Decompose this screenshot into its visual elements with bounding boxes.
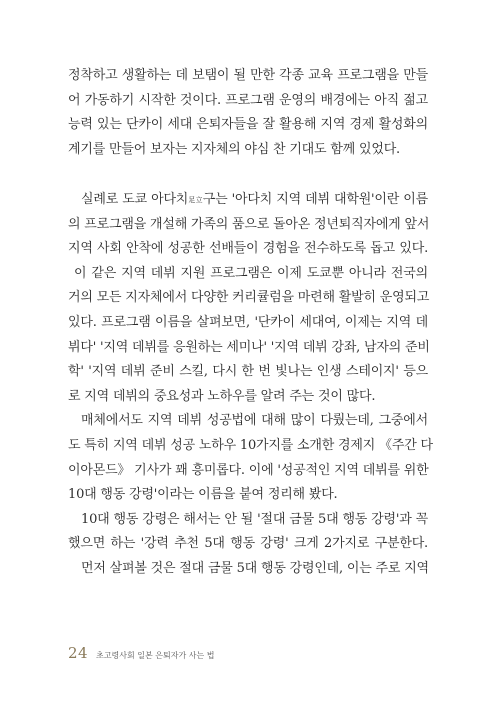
- text-line: 계기를 만들어 보자는 지자체의 야심 찬 기대도 함께 있었다.: [68, 141, 400, 157]
- text-line: 이아몬드》 기사가 꽤 흥미롭다. 이에 '성공적인 지역 데뷔를 위한: [68, 462, 429, 478]
- text-line: 어 가동하기 시작한 것이다. 프로그램 운영의 배경에는 아직 젊고: [68, 92, 428, 108]
- text-line: 10대 행동 강령은 해서는 안 될 '절대 금물 5대 행동 강령'과 꼭: [81, 511, 428, 527]
- text-line-with-ruby: [68, 188, 428, 213]
- text-line: 뷔다' '지역 데뷔를 응원하는 세미나' '지역 데뷔 강좌, 남자의 준비: [68, 339, 430, 355]
- text-line: 먼저 살펴볼 것은 절대 금물 5대 행동 강령인데, 이는 주로 지역: [81, 560, 429, 576]
- text-line: 10대 행동 강령'이라는 이름을 붙여 정리해 봤다.: [68, 487, 338, 503]
- paragraph-group-2: [68, 188, 433, 582]
- text-line: 이 같은 지역 데뷔 지원 프로그램은 이제 도쿄뿐 아니라 전국의: [74, 265, 428, 281]
- paragraph-1: [68, 64, 428, 162]
- text-line: 지역 사회 안착에 성공한 선배들이 경험을 전수하도록 돕고 있다.: [68, 241, 428, 257]
- text-line: 거의 모든 지자체에서 다양한 커리큘럼을 마련해 활발히 운영되고: [68, 290, 430, 306]
- text-segment: 실례로 도쿄 아다치: [81, 192, 189, 207]
- page-number: 24: [68, 644, 89, 662]
- text-line: 로 지역 데뷔의 중요성과 노하우를 알려 주는 것이 많다.: [68, 388, 376, 404]
- text-line: 정착하고 생활하는 데 보탬이 될 만한 각종 교육 프로그램을 만들: [68, 68, 428, 83]
- text-line: 능력 있는 단카이 세대 은퇴자들을 잘 활용해 지역 경제 활성화의: [68, 117, 428, 133]
- text-line: 학' '지역 데뷔 준비 스킬, 다시 한 번 빛나는 인생 스테이지' 등으: [68, 364, 428, 380]
- text-line: 했으면 하는 '강력 추천 5대 행동 강령' 크게 2가지로 구분한다.: [68, 536, 428, 552]
- text-line: 있다. 프로그램 이름을 살펴보면, '단카이 세대여, 이제는 지역 데: [68, 314, 428, 330]
- text-line: 매체에서도 지역 데뷔 성공법에 대해 많이 다뤘는데, 그중에서: [81, 413, 428, 429]
- running-title: 초고령사회 일본 은퇴자가 사는 법: [96, 651, 215, 660]
- text-segment: 구는 '아다치 지역 데뷔 대학원'이란 이름: [202, 192, 428, 207]
- text-line: 의 프로그램을 개설해 가족의 품으로 돌아온 정년퇴직자에게 앞서: [68, 216, 430, 232]
- text-line: 도 특히 지역 데뷔 성공 노하우 10가지를 소개한 경제지 《주간 다: [68, 437, 433, 453]
- page-footer: [68, 644, 214, 662]
- hanja-annotation: 足立: [188, 196, 203, 204]
